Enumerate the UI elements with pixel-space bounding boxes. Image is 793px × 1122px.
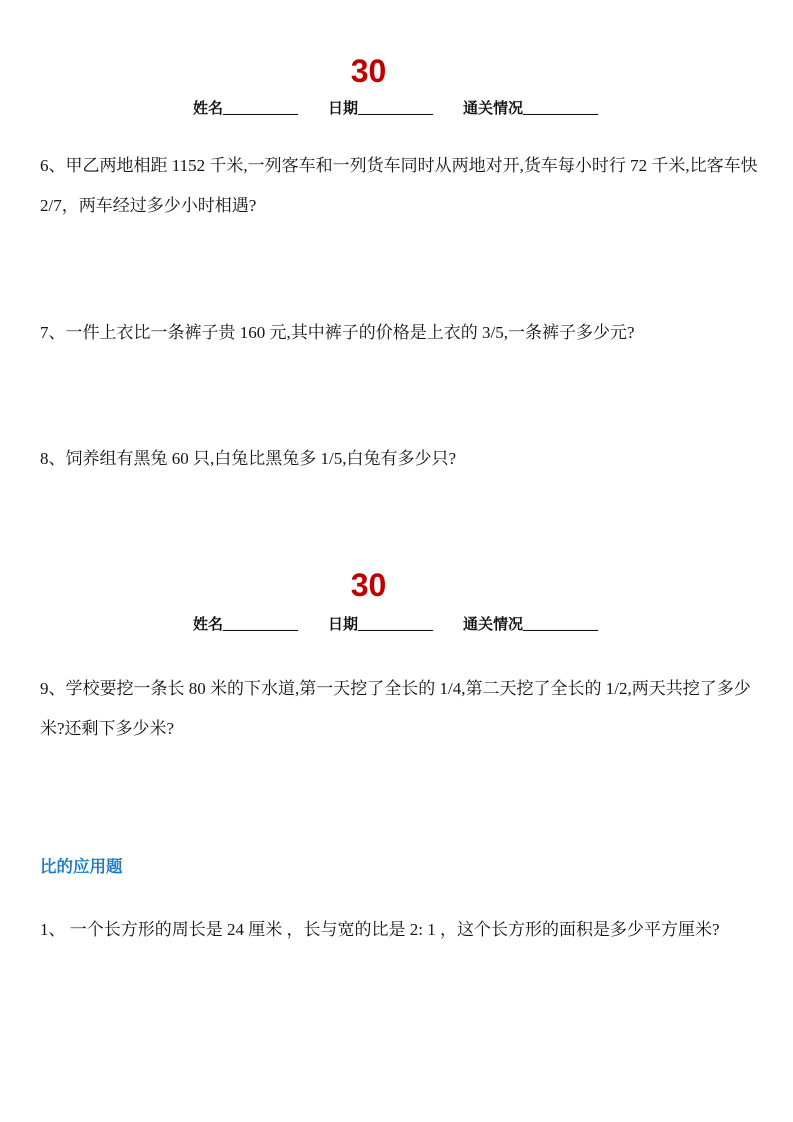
date-field-blank: __________ bbox=[358, 617, 434, 633]
header-fill-in-line-2 bbox=[193, 615, 598, 635]
question-6: 6、甲乙两地相距 1152 千米,一列客车和一列货车同时从两地对开,货车每小时行 72 千米,比客车快 2/7，两车经过多少小时相遇? bbox=[40, 156, 762, 215]
name-field bbox=[193, 615, 298, 635]
date-field-label: 日期 bbox=[328, 617, 359, 633]
score-header-2: 30 bbox=[350, 567, 387, 603]
name-field-blank: __________ bbox=[223, 101, 299, 117]
question-8: 8、饲养组有黑兔 60 只,白兔比黑兔多 1/5,白兔有多少只? bbox=[40, 449, 457, 468]
question-1: 1、 一个长方形的周长是 24 厘米 ，长与宽的比是 2: 1 ，这个长方形的面积是多少平方厘米? bbox=[40, 920, 720, 939]
pass-status-field bbox=[463, 615, 598, 635]
date-field bbox=[328, 615, 433, 635]
score-header-1: 30 bbox=[350, 53, 387, 89]
date-field-blank: __________ bbox=[358, 101, 434, 117]
pass-status-field-label: 通关情况 bbox=[463, 101, 524, 117]
name-field-label: 姓名 bbox=[193, 617, 224, 633]
question-9: 9、学校要挖一条长 80 米的下水道,第一天挖了全长的 1/4,第二天挖了全长的 1/2,两天共挖了多少米?还剩下多少米? bbox=[40, 679, 751, 738]
pass-status-field bbox=[463, 99, 598, 119]
name-field-label: 姓名 bbox=[193, 101, 224, 117]
ratio-section-heading: 比的应用题 bbox=[40, 857, 123, 876]
pass-status-field-label: 通关情况 bbox=[463, 617, 524, 633]
name-field bbox=[193, 99, 298, 119]
question-7: 7、一件上衣比一条裤子贵 160 元,其中裤子的价格是上衣的 3/5,一条裤子多少元? bbox=[40, 323, 635, 342]
date-field-label: 日期 bbox=[328, 101, 359, 117]
header-fill-in-line-1 bbox=[193, 99, 598, 119]
name-field-blank: __________ bbox=[223, 617, 299, 633]
pass-status-field-blank: __________ bbox=[523, 101, 599, 117]
pass-status-field-blank: __________ bbox=[523, 617, 599, 633]
date-field bbox=[328, 99, 433, 119]
